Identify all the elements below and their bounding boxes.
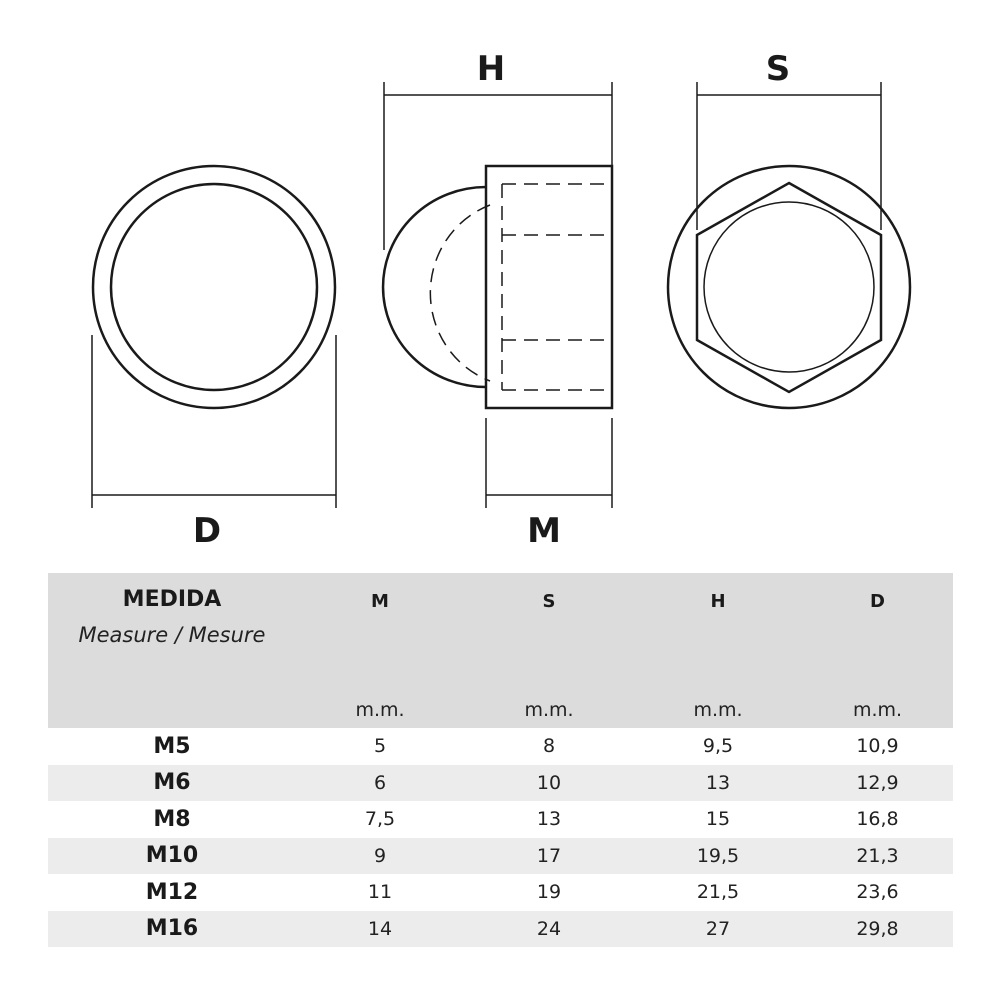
table-row	[48, 874, 953, 911]
table-row	[48, 765, 953, 802]
back-view	[668, 82, 910, 408]
d-cell: 12,9	[802, 765, 953, 802]
size-cell: M10	[48, 838, 296, 875]
m-cell: 6	[296, 765, 464, 802]
s-cell: 24	[464, 911, 634, 948]
m-cell: 11	[367, 881, 393, 904]
h-cell: 27	[634, 911, 802, 948]
header-d-cell	[802, 573, 953, 728]
header-m-cell	[296, 573, 464, 728]
h-cell: 13	[634, 765, 802, 802]
label-h: H	[476, 49, 506, 89]
header-title: MEDIDA	[122, 587, 222, 612]
column-header-s: S	[542, 591, 556, 612]
unit-label: m.m.	[693, 699, 743, 721]
s-cell: 19	[536, 881, 562, 904]
d-cell: 10,9	[856, 735, 899, 758]
s-cell: 17	[464, 838, 634, 875]
label-s: S	[765, 49, 791, 89]
size-cell: M6	[48, 765, 296, 802]
unit-label: m.m.	[355, 699, 405, 721]
s-cell: 10	[464, 765, 634, 802]
column-header-m: M	[371, 591, 389, 612]
header-size-cell	[48, 573, 296, 728]
h-cell: 9,5	[702, 735, 734, 758]
s-cell: 13	[536, 808, 562, 831]
size-cell: M8	[153, 806, 191, 832]
header-h-cell	[634, 573, 802, 728]
unit-label: m.m.	[852, 699, 903, 721]
hexagon	[697, 183, 881, 392]
dimensions-table	[48, 573, 953, 947]
h-cell: 15	[705, 808, 731, 831]
label-m: M	[527, 511, 561, 551]
inner-circle	[704, 202, 874, 372]
header-s-cell	[464, 573, 634, 728]
body-rectangle	[486, 166, 612, 408]
unit-label: m.m.	[524, 699, 574, 721]
front-view	[92, 166, 336, 508]
d-cell: 23,6	[856, 881, 899, 904]
d-cell: 21,3	[802, 838, 953, 875]
s-cell: 8	[542, 735, 556, 758]
dimension-d	[92, 335, 336, 508]
m-cell: 5	[373, 735, 387, 758]
h-cell: 21,5	[696, 881, 740, 904]
hidden-lines	[430, 184, 612, 390]
dimension-s	[697, 82, 881, 230]
size-cell: M5	[153, 733, 191, 759]
table-row	[48, 838, 953, 875]
table-header-row	[48, 573, 953, 728]
outer-diameter-circle	[93, 166, 335, 408]
inner-circle	[111, 184, 317, 390]
column-header-d: D	[870, 591, 885, 612]
size-cell: M12	[145, 879, 199, 905]
side-view	[383, 82, 612, 508]
table-row	[48, 801, 953, 838]
header-subtitle: Measure / Mesure	[78, 623, 266, 647]
column-header-h: H	[710, 591, 726, 612]
table-row	[48, 728, 953, 765]
dome-outline	[383, 187, 486, 387]
dimension-m	[486, 418, 612, 508]
h-cell: 19,5	[634, 838, 802, 875]
d-cell: 29,8	[802, 911, 953, 948]
size-cell: M16	[48, 911, 296, 948]
label-d: D	[192, 511, 222, 551]
d-cell: 16,8	[856, 808, 899, 831]
m-cell: 9	[296, 838, 464, 875]
table-row	[48, 911, 953, 948]
m-cell: 14	[296, 911, 464, 948]
m-cell: 7,5	[364, 808, 396, 831]
